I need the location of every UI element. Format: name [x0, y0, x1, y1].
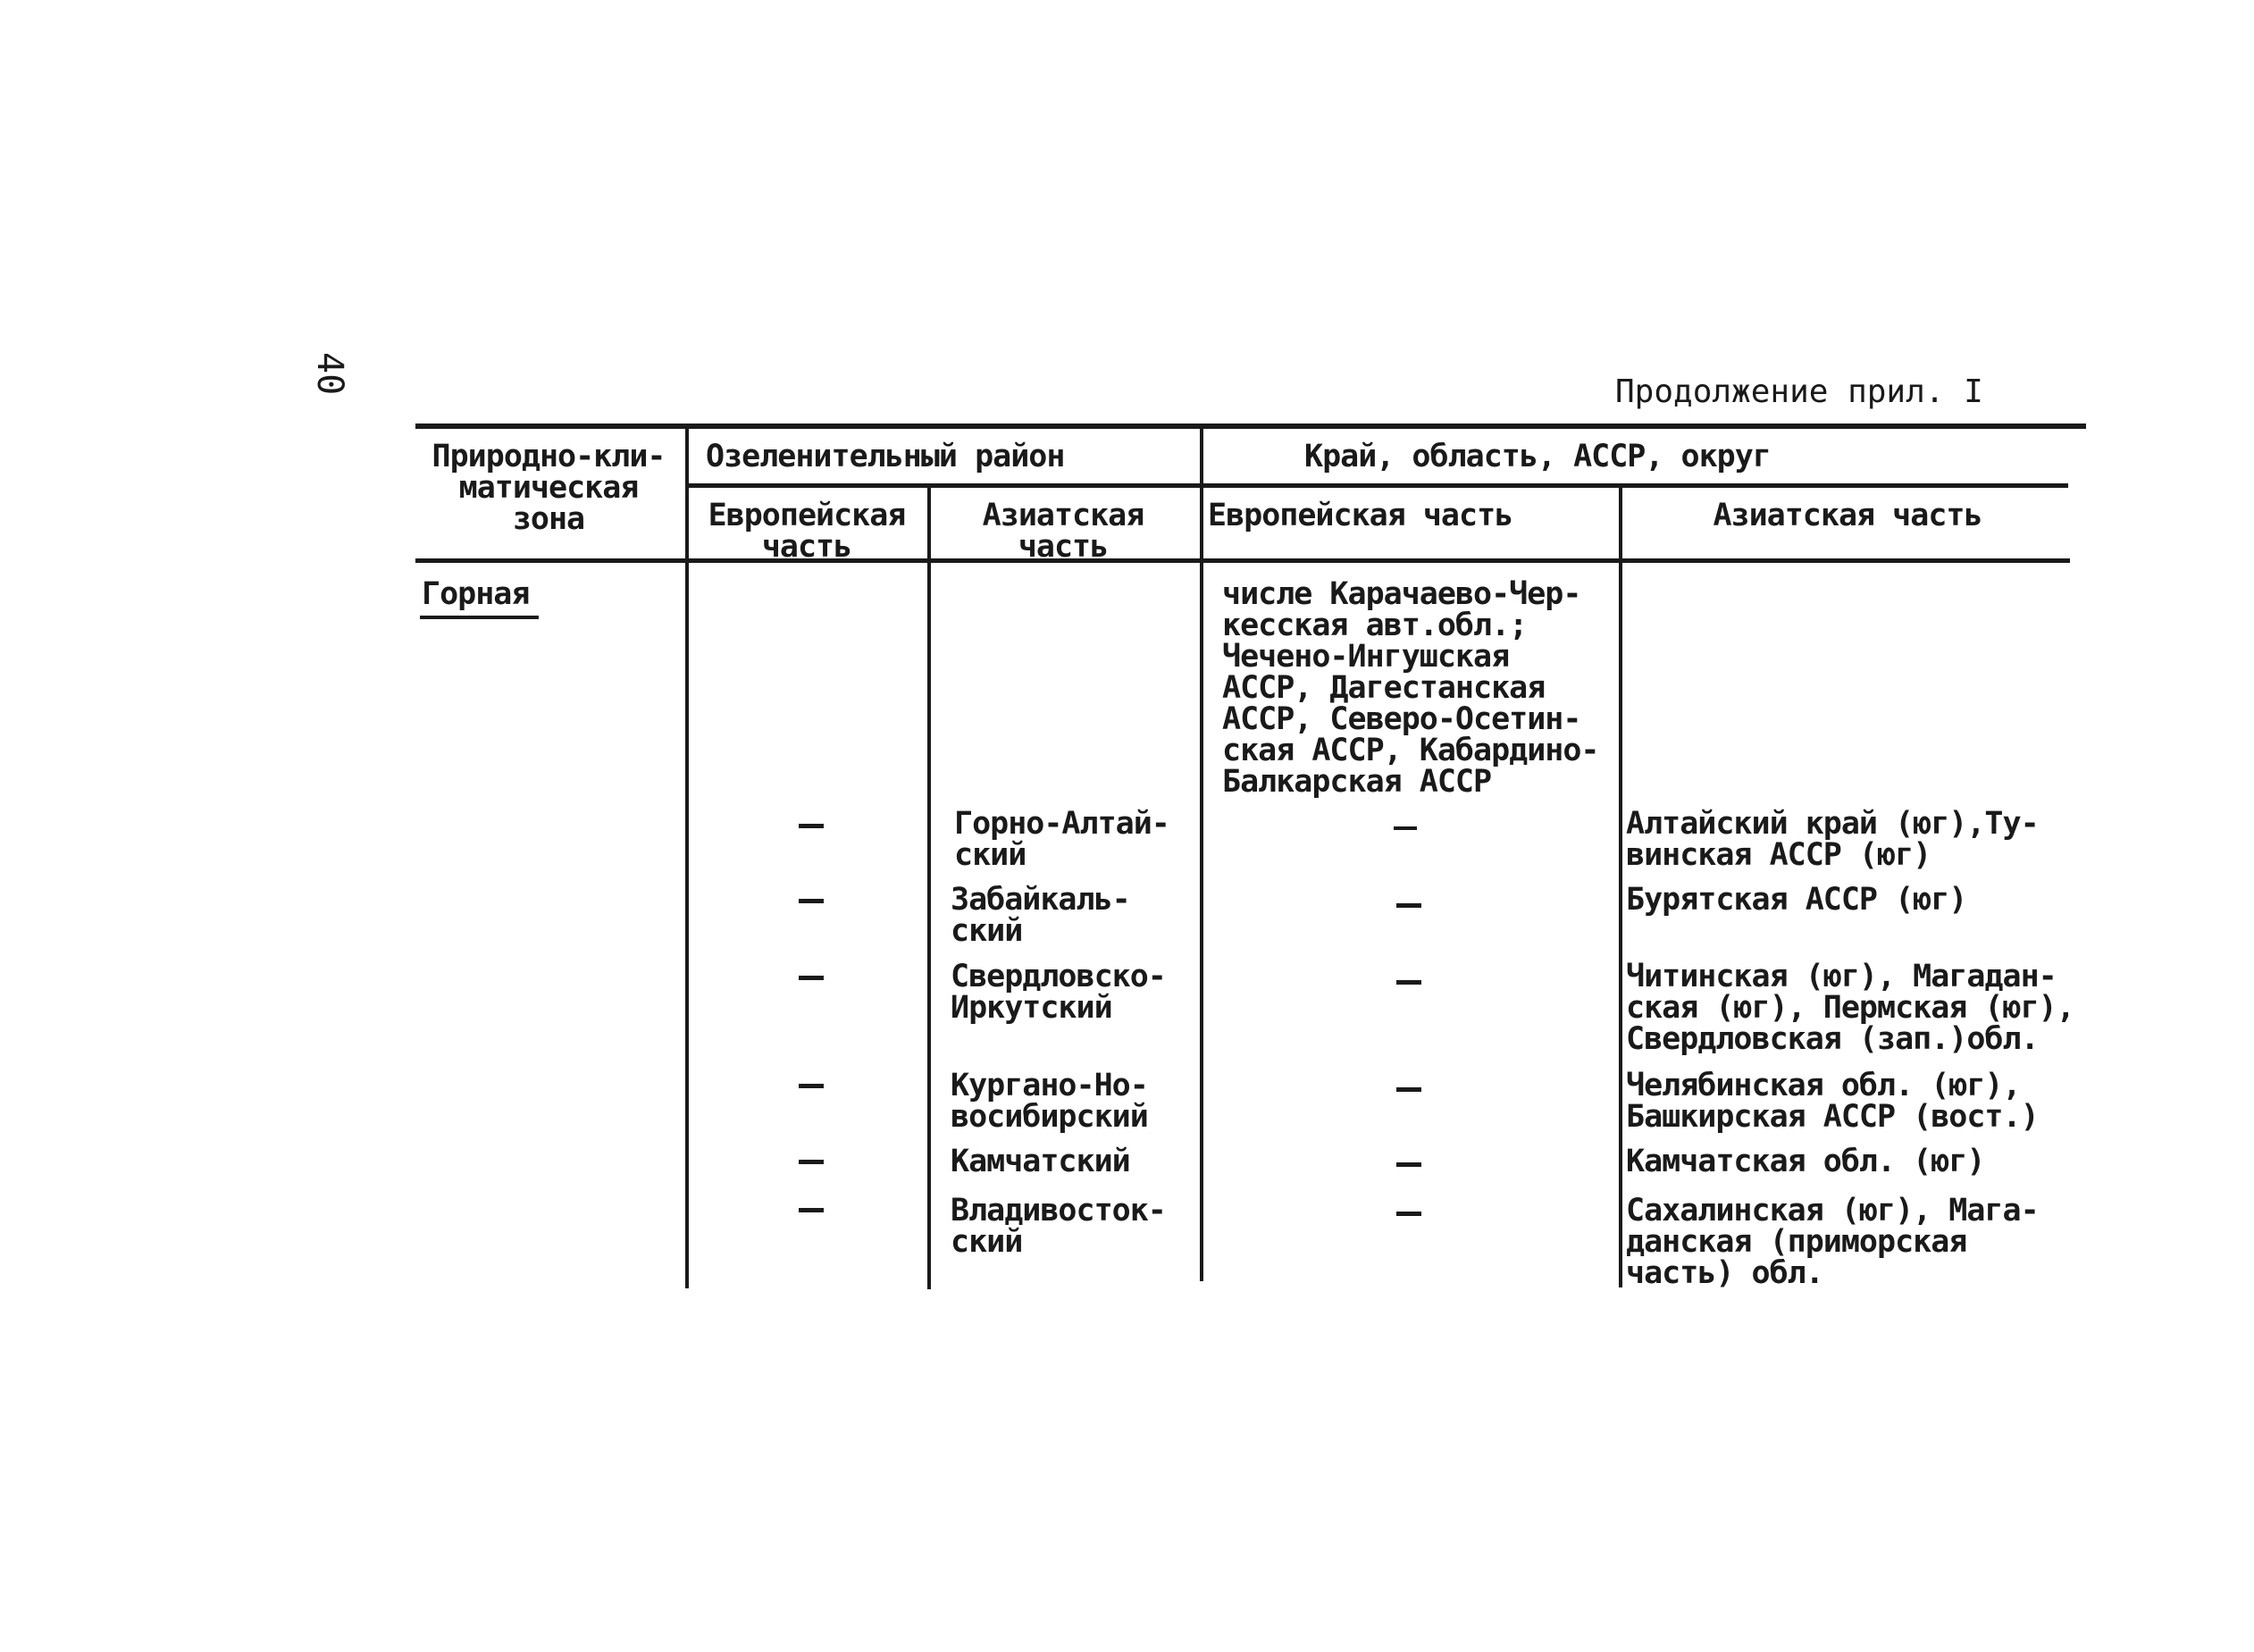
- zone-label-underline: [420, 616, 539, 619]
- header-territory: Край, область, АССР, округ: [1304, 439, 1771, 474]
- row-3-territory-european-dash: [1396, 980, 1421, 985]
- header-territory-asian: Азиатская часть: [1713, 498, 1982, 533]
- row-6-territory-asian: Сахалинская (юг), Мага- данская (приморская часть) обл.: [1626, 1193, 2039, 1291]
- row-5-territory-european-dash: [1396, 1162, 1421, 1167]
- column-divider-territory-eu: [1619, 485, 1622, 1287]
- column-divider-greening-territory: [1200, 423, 1203, 1281]
- zone-label: Горная: [422, 576, 530, 612]
- row-6-greening-asian: Владивосток- ский: [951, 1193, 1166, 1260]
- row-4-territory-european-dash: [1396, 1087, 1421, 1092]
- row-5-greening-asian: Камчатский: [951, 1144, 1130, 1179]
- row-2-territory-asian: Бурятская АССР (юг): [1626, 882, 1967, 918]
- row-2-territory-european-dash: [1396, 903, 1421, 908]
- row-4-territory-asian: Челябинская обл. (юг), Башкирская АССР (вост.): [1626, 1068, 2039, 1135]
- header-sub-rule: [688, 483, 2068, 488]
- header-greening-asian: Азиатская часть: [982, 498, 1144, 565]
- header-bottom-rule: [415, 558, 2070, 563]
- row-4-greening-european-dash: [799, 1084, 824, 1088]
- table-top-rule: [415, 423, 2086, 429]
- row-6-greening-european-dash: [799, 1208, 824, 1212]
- row-1-territory-european-dash: [1394, 826, 1417, 830]
- row-1-greening-asian: Горно-Алтай- ский: [954, 806, 1169, 873]
- row-3-territory-asian: Читинская (юг), Магадан- ская (юг), Пермская (юг), Свердловская (зап.)обл.: [1626, 959, 2074, 1057]
- column-divider-greening-eu: [927, 485, 931, 1289]
- continuation-title: Продолжение прил. I: [1615, 373, 1983, 410]
- header-territory-european: Европейская часть: [1208, 498, 1513, 533]
- header-greening-region: Озеленительный район: [706, 439, 1065, 474]
- column-divider-zone: [685, 423, 689, 1288]
- row-6-territory-european-dash: [1396, 1212, 1421, 1216]
- header-greening-european: Европейская часть: [708, 498, 906, 565]
- row-2-greening-european-dash: [799, 899, 824, 903]
- row-2-greening-asian: Забайкаль- ский: [951, 882, 1130, 949]
- row-1-territory-asian: Алтайский край (юг),Ту- винская АССР (юг): [1626, 806, 2039, 873]
- row-3-greening-european-dash: [799, 976, 824, 980]
- row-5-greening-european-dash: [799, 1160, 824, 1164]
- row-4-greening-asian: Кургано-Но- восибирский: [951, 1068, 1148, 1135]
- header-zone: Природно-кли- матическая зона: [432, 439, 666, 537]
- row-1-greening-european-dash: [799, 824, 824, 828]
- row-0-territory-european: числе Карачаево-Чер- кесская авт.обл.; Чечено-Ингушская АССР, Дагестанская АССР, Северо-Осетин- ская АССР, Кабардино- Балкарская АССР: [1222, 576, 1599, 800]
- page-number: 40: [309, 352, 350, 396]
- row-5-territory-asian: Камчатская обл. (юг): [1626, 1144, 1985, 1179]
- row-3-greening-asian: Свердловско- Иркутский: [951, 959, 1166, 1026]
